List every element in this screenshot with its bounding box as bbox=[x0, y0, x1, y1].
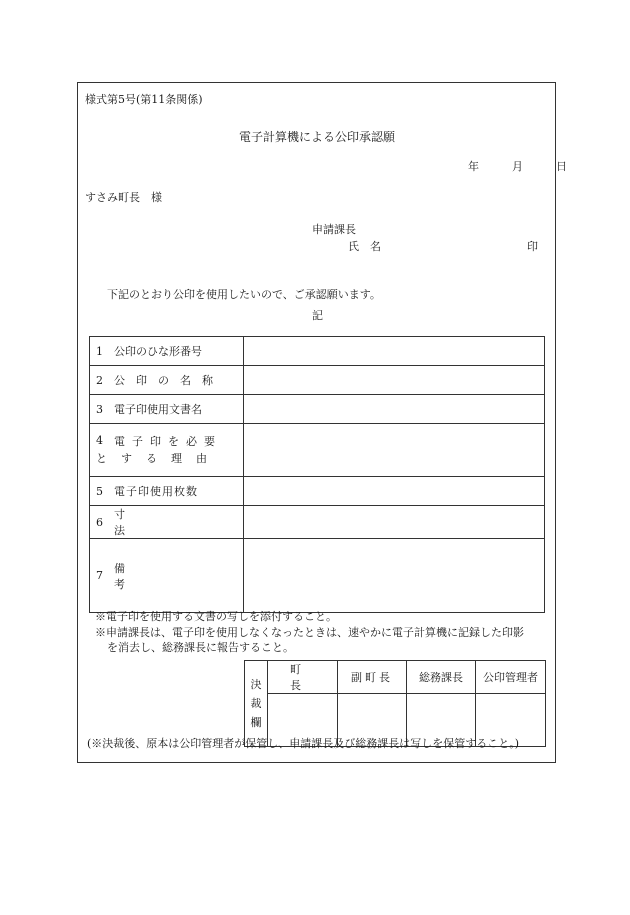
table-row bbox=[90, 366, 545, 395]
reason-field[interactable] bbox=[244, 424, 545, 477]
applicant-dept-label: 申請課長 bbox=[312, 223, 356, 236]
approval-header-deputy-mayor: 副町長 bbox=[338, 661, 407, 694]
note-delete-seal: ※申請課長は、電子印を使用しなくなったときは、速やかに電子計算機に記録した印影 bbox=[95, 626, 524, 639]
dimensions-field[interactable] bbox=[244, 506, 545, 539]
table-row bbox=[90, 424, 545, 477]
item-number: 3 bbox=[96, 402, 103, 416]
seal-name-field[interactable] bbox=[244, 366, 545, 395]
table-row bbox=[90, 395, 545, 424]
note-attach-copy: ※電子印を使用する文書の写しを添付すること。 bbox=[95, 610, 337, 623]
item-label-reason-line2: とする理由 bbox=[96, 452, 221, 465]
item-label-sheet-count: 電子印使用枚数 bbox=[114, 485, 198, 498]
table-row bbox=[245, 661, 546, 694]
template-number-field[interactable] bbox=[244, 337, 545, 366]
approval-header-mayor: 町 長 bbox=[268, 661, 338, 694]
table-row bbox=[90, 477, 545, 506]
form-number: 様式第5号(第11条関係) bbox=[85, 93, 203, 106]
footer-note: (※決裁後、原本は公印管理者が保管し、申請課長及び総務課長は写しを保管すること。) bbox=[87, 737, 520, 750]
form-title: 電子計算機による公印承認願 bbox=[239, 130, 396, 144]
item-number: 4 bbox=[96, 434, 103, 447]
ki-label: 記 bbox=[312, 309, 323, 322]
table-row bbox=[90, 337, 545, 366]
item-number: 2 bbox=[96, 373, 103, 387]
table-row bbox=[90, 539, 545, 613]
approval-side-label: 決 裁 欄 bbox=[245, 661, 268, 747]
sheet-count-field[interactable] bbox=[244, 477, 545, 506]
approval-table bbox=[244, 660, 546, 747]
document-name-field[interactable] bbox=[244, 395, 545, 424]
note-delete-seal-cont: を消去し、総務課長に報告すること。 bbox=[107, 641, 294, 654]
month-label: 月 bbox=[512, 160, 523, 173]
item-number: 6 bbox=[96, 515, 103, 529]
item-label-remarks: 備考 bbox=[114, 561, 217, 591]
intro-text: 下記のとおり公印を使用したいので、ご承認願います。 bbox=[107, 288, 381, 301]
item-label-template-number: 公印のひな形番号 bbox=[114, 345, 202, 358]
item-label-document-name: 電子印使用文書名 bbox=[114, 403, 202, 416]
seal-label: 印 bbox=[527, 240, 538, 253]
approval-header-seal-manager: 公印管理者 bbox=[476, 661, 546, 694]
item-number: 7 bbox=[96, 569, 103, 582]
remarks-field[interactable] bbox=[244, 539, 545, 613]
item-label-seal-name: 公印の名称 bbox=[114, 374, 224, 387]
day-label: 日 bbox=[556, 160, 567, 173]
approval-header-general-affairs: 総務課長 bbox=[407, 661, 476, 694]
addressee: すさみ町長 様 bbox=[85, 191, 162, 204]
items-table bbox=[89, 336, 545, 613]
date-line bbox=[468, 158, 567, 174]
item-number: 5 bbox=[96, 484, 103, 498]
applicant-name-label: 氏 名 bbox=[348, 240, 381, 253]
item-label-dimensions: 寸法 bbox=[114, 508, 217, 537]
year-label: 年 bbox=[468, 160, 479, 173]
table-row bbox=[90, 506, 545, 539]
item-number: 1 bbox=[96, 344, 103, 358]
item-label-reason-line1: 電子印を必要 bbox=[114, 435, 222, 448]
